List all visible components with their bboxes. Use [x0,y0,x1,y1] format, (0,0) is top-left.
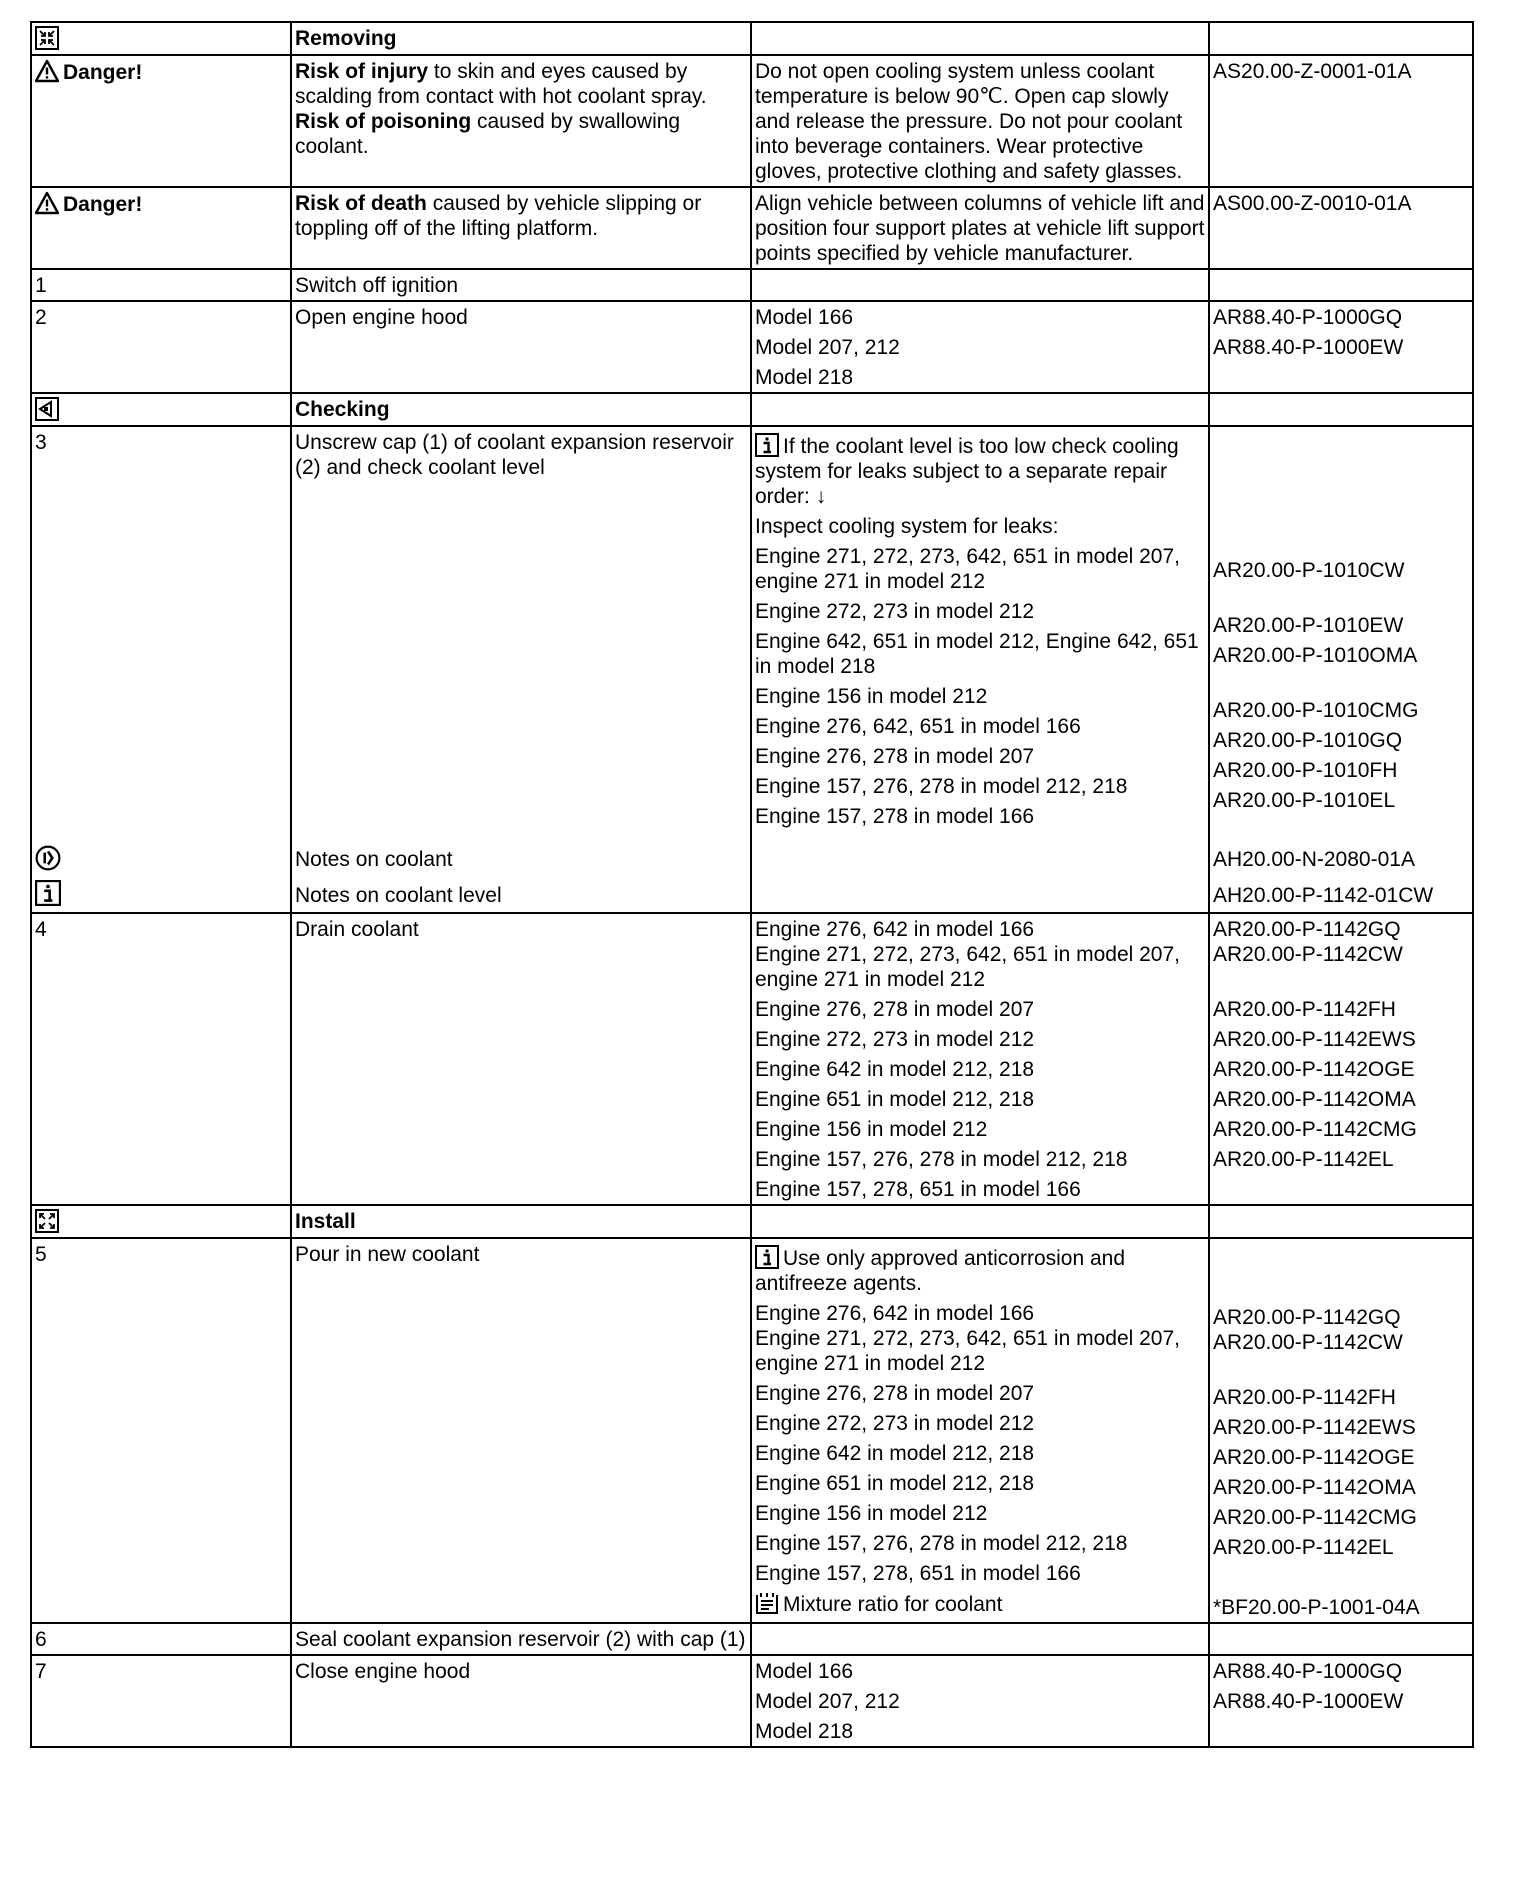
danger-label: Danger! [63,193,143,216]
engine-item: Engine 642 in model 212, 218 [755,1442,1035,1465]
procedure-table [30,21,1474,1748]
warning-triangle-icon [35,59,59,83]
agents-note: Use only approved anticorrosion and antifreeze agents. [755,1247,1126,1295]
engine-item: Engine 642, 651 in model 212, Engine 642, 651 in model 218 [755,630,1199,678]
danger-ref-link[interactable]: AS20.00-Z-0001-01A [1209,55,1473,187]
ref-link[interactable]: AR20.00-P-1010CW [1213,559,1405,582]
checking-icon [35,397,59,421]
danger-measure: Do not open cooling system unless coolant temperature is below 90℃. Open cap slowly and release the pressure. Do not pour coolant into beverage containers. Wear protective gloves, protective clothing and safety glasses. [751,55,1209,187]
step-text: Switch off ignition [291,269,751,301]
engine-item: Engine 272, 273 in model 212 [755,1028,1035,1051]
mixture-ratio-label: Mixture ratio for coolant [783,1593,1003,1616]
step-number: 5 [31,1238,291,1623]
danger-label: Danger! [63,61,143,84]
step-row [31,1623,1473,1655]
install-icon [35,1209,59,1233]
ref-link[interactable]: AR20.00-P-1142EWS [1213,1416,1416,1439]
step-number: 3 [35,431,47,454]
ref-link[interactable]: AR20.00-P-1142EL [1213,1536,1394,1559]
ref-link[interactable]: AR20.00-P-1010FH [1213,759,1398,782]
section-title-checking: Checking [291,393,751,426]
ref-link[interactable]: AR20.00-P-1010GQ [1213,729,1403,752]
step-number: 1 [31,269,291,301]
model-item: Model 207, 212 [755,1690,900,1713]
ref-link[interactable]: AR20.00-P-1142CMG [1213,1118,1417,1141]
ref-link[interactable]: AR88.40-P-1000GQ [1213,306,1403,329]
ref-link[interactable]: AR20.00-P-1142OGE [1213,1446,1415,1469]
ref-link[interactable]: AR20.00-P-1142CW [1213,1331,1403,1354]
info-icon [35,880,61,906]
section-title-removing: Removing [291,22,751,55]
ref-link[interactable]: AR20.00-P-1142OGE [1213,1058,1415,1081]
risk-title: Risk of death [295,192,427,215]
ref-link[interactable]: AH20.00-P-1142-01CW [1213,884,1434,907]
ref-link[interactable]: AR88.40-P-1000GQ [1213,1660,1403,1683]
ref-link[interactable]: AR20.00-P-1142EL [1213,1148,1394,1171]
model-item: Model 166 [755,1660,854,1683]
section-row-install [31,1205,1473,1238]
engine-item: Engine 651 in model 212, 218 [755,1472,1035,1495]
risk-title: Risk of injury [295,60,429,83]
step-row [31,1238,1473,1623]
notes-level-label: Notes on coolant level [295,884,502,907]
engine-item: Engine 271, 272, 273, 642, 651 in model 207, engine 271 in model 212 [755,545,1181,593]
model-item: Model 207, 212 [755,336,900,359]
notes-coolant-label: Notes on coolant [295,848,453,871]
ref-link[interactable]: AR20.00-P-1142EWS [1213,1028,1416,1051]
step-text: Pour in new coolant [291,1238,751,1623]
engine-item: Engine 651 in model 212, 218 [755,1088,1035,1111]
engine-item: Engine 157, 278, 651 in model 166 [755,1562,1081,1585]
engine-item: Engine 271, 272, 273, 642, 651 in model 207, engine 271 in model 212 [755,1327,1181,1375]
engine-item: Engine 276, 278 in model 207 [755,745,1035,768]
risk-text: caused by vehicle slipping or toppling off of the lifting platform. [295,192,702,240]
ref-link[interactable]: AR20.00-P-1142OMA [1213,1476,1416,1499]
danger-row [31,187,1473,269]
step-row [31,269,1473,301]
model-item: Model 166 [755,306,854,329]
step-row [31,913,1473,1205]
section-row-removing [31,22,1473,55]
ref-link[interactable]: AR20.00-P-1010EL [1213,789,1396,812]
engine-item: Engine 157, 276, 278 in model 212, 218 [755,775,1128,798]
risk-text: to skin and eyes caused by scalding from contact with hot coolant spray. [295,60,707,108]
step-text: Open engine hood [291,301,751,393]
ref-link[interactable]: AR20.00-P-1010OMA [1213,644,1418,667]
engine-item: Engine 276, 642, 651 in model 166 [755,715,1081,738]
ref-link[interactable]: AR88.40-P-1000EW [1213,336,1404,359]
info-icon [755,1245,779,1269]
info-icon [755,433,779,457]
ref-link[interactable]: AR20.00-P-1142FH [1213,998,1396,1021]
coolant-level-note: If the coolant level is too low check cooling system for leaks subject to a separate repair order: ↓ [755,435,1179,508]
step-number: 6 [31,1623,291,1655]
danger-row [31,55,1473,187]
engine-item: Engine 276, 642 in model 166 [755,1302,1035,1325]
engine-item: Engine 276, 278 in model 207 [755,1382,1035,1405]
step-row [31,426,1473,913]
step-text: Unscrew cap (1) of coolant expansion reservoir (2) and check coolant level [295,431,734,479]
section-title-install: Install [291,1205,751,1238]
ref-link[interactable]: AR20.00-P-1142CMG [1213,1506,1417,1529]
caution-circle-icon [35,845,61,871]
ref-link[interactable]: AR20.00-P-1010CMG [1213,699,1419,722]
ref-link[interactable]: *BF20.00-P-1001-04A [1213,1596,1420,1619]
ref-link[interactable]: AR20.00-P-1142OMA [1213,1088,1416,1111]
ref-link[interactable]: AR20.00-P-1142CW [1213,943,1403,966]
engine-item: Engine 157, 276, 278 in model 212, 218 [755,1148,1128,1171]
step-text: Seal coolant expansion reservoir (2) with cap (1) [291,1623,751,1655]
engine-item: Engine 157, 276, 278 in model 212, 218 [755,1532,1128,1555]
engine-item: Engine 156 in model 212 [755,1118,988,1141]
ref-link[interactable]: AR20.00-P-1010EW [1213,614,1404,637]
removing-icon [35,26,59,50]
engine-item: Engine 276, 642 in model 166 [755,918,1035,941]
ref-link[interactable]: AR88.40-P-1000EW [1213,1690,1404,1713]
danger-ref-link[interactable]: AS00.00-Z-0010-01A [1209,187,1473,269]
engine-item: Engine 156 in model 212 [755,1502,988,1525]
section-row-checking [31,393,1473,426]
engine-item: Engine 157, 278, 651 in model 166 [755,1178,1081,1201]
step-number: 4 [31,913,291,1205]
step-text: Close engine hood [291,1655,751,1747]
danger-measure: Align vehicle between columns of vehicle lift and position four support plates at vehicle lift support points specified by vehicle manufacturer. [751,187,1209,269]
step-text: Drain coolant [291,913,751,1205]
engine-item: Engine 272, 273 in model 212 [755,600,1035,623]
risk-text: caused by swallowing coolant. [295,110,681,158]
engine-item: Engine 271, 272, 273, 642, 651 in model 207, engine 271 in model 212 [755,943,1181,991]
engine-item: Engine 156 in model 212 [755,685,988,708]
inspect-heading: Inspect cooling system for leaks: [755,515,1059,538]
engine-item: Engine 272, 273 in model 212 [755,1412,1035,1435]
engine-item: Engine 276, 278 in model 207 [755,998,1035,1021]
ref-link[interactable]: AR20.00-P-1142FH [1213,1386,1396,1409]
warning-triangle-icon [35,191,59,215]
risk-title: Risk of poisoning [295,110,472,133]
ref-link[interactable]: AR20.00-P-1142GQ [1213,1306,1401,1329]
model-item: Model 218 [755,1720,854,1743]
ref-link[interactable]: AH20.00-N-2080-01A [1213,848,1415,871]
engine-item: Engine 157, 278 in model 166 [755,805,1035,828]
mixture-chart-icon [755,1591,779,1615]
model-item: Model 218 [755,366,854,389]
ref-link[interactable]: AR20.00-P-1142GQ [1213,918,1401,941]
step-row [31,301,1473,393]
engine-item: Engine 642 in model 212, 218 [755,1058,1035,1081]
step-number: 7 [31,1655,291,1747]
step-row [31,1655,1473,1747]
step-number: 2 [31,301,291,393]
